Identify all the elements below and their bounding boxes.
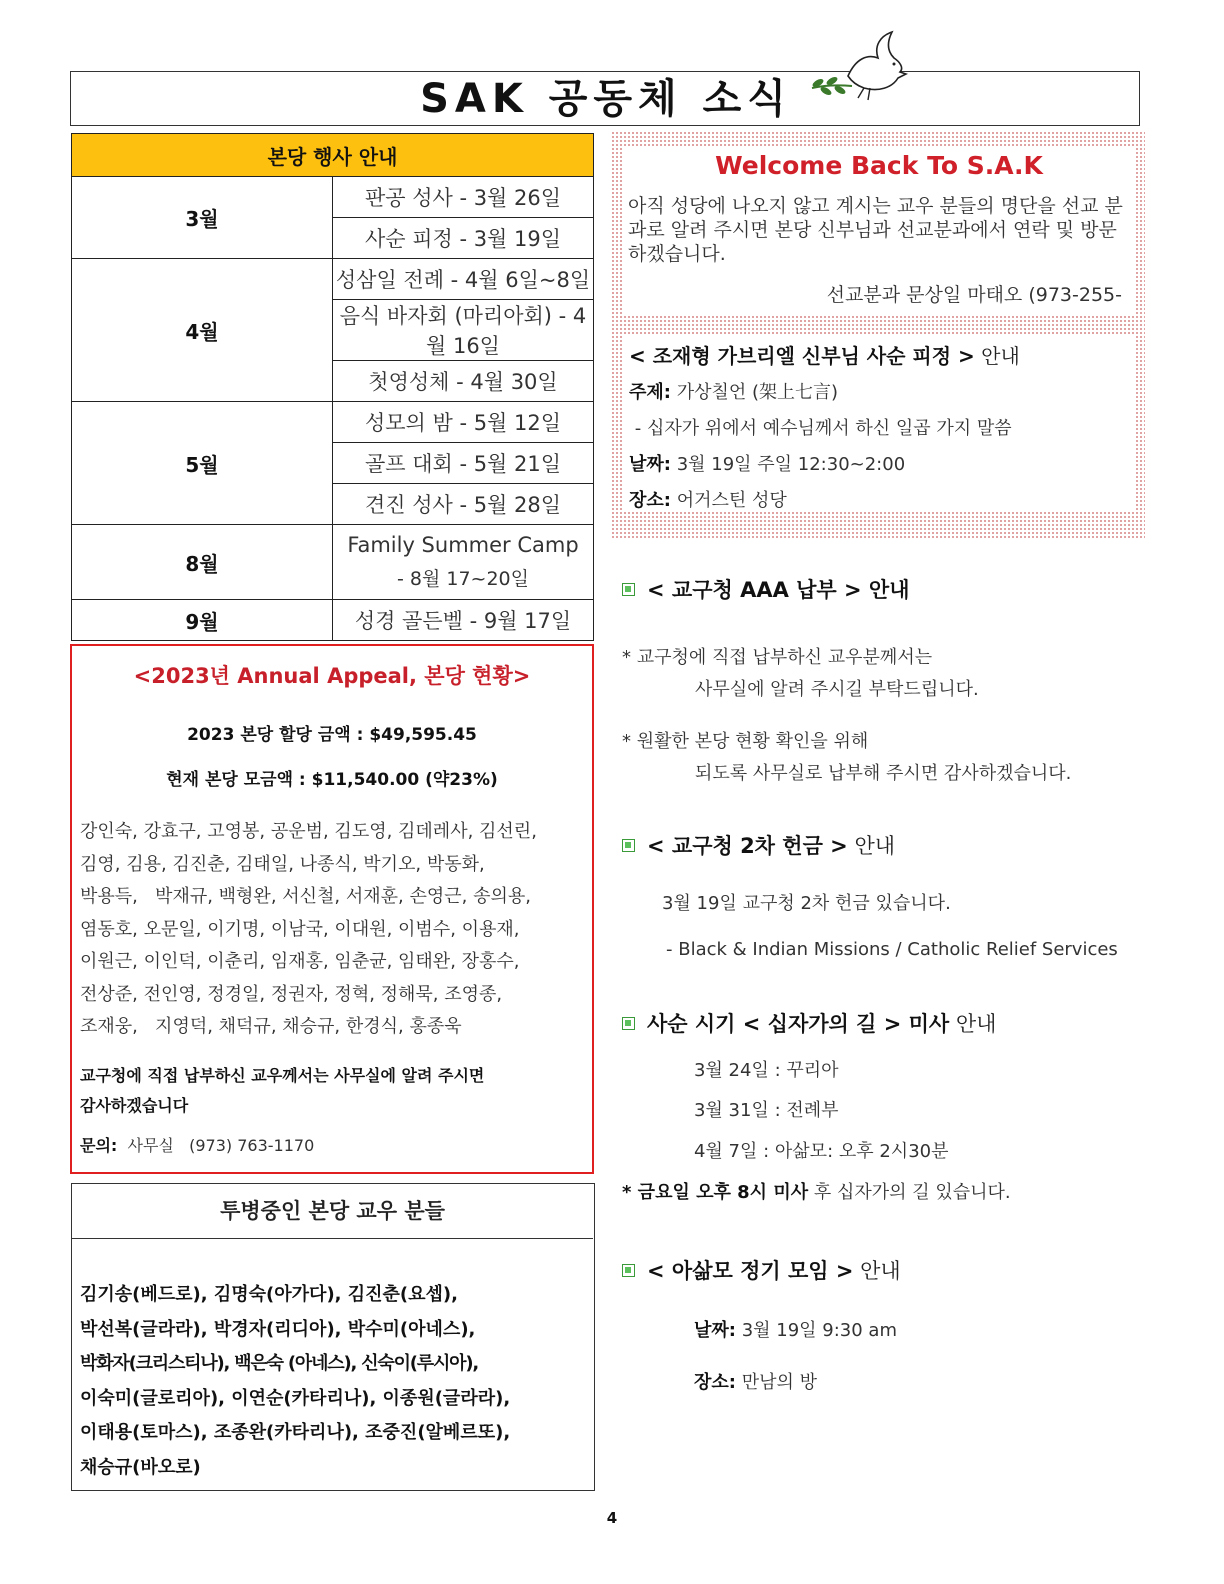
stations-item: 4월 7일 : 아삶모: 오후 2시30분 [694, 1141, 949, 1162]
month-april: 4월 [72, 259, 333, 402]
place-label: 장소: [629, 490, 671, 511]
month-september: 9월 [72, 600, 333, 641]
lecture-topic-sub: - 십자가 위에서 예수님께서 하신 일곱 가지 말씀 [629, 418, 1012, 439]
annual-appeal-box [70, 644, 594, 1174]
dove-with-olive-branch-icon [808, 28, 908, 108]
donor-names-line: 전상준, 전인영, 정경일, 정권자, 정혁, 정해묵, 조영종, [80, 983, 503, 1005]
welcome-title: Welcome Back To S.A.K [715, 151, 1043, 180]
event-item: 골프 대회 - 5월 21일 [333, 443, 594, 484]
donor-names-line: 조재웅, 지영덕, 채덕규, 채승규, 한경식, 홍종욱 [80, 1016, 462, 1037]
meeting-title-bold: < 아삶모 정기 모임 > [647, 1259, 854, 1283]
meeting-place [694, 1368, 817, 1394]
aaa-title-text: < 교구청 AAA 납부 > 안내 [647, 578, 910, 602]
appeal-goal: 2023 본당 할당 금액 : $49,595.45 [187, 725, 477, 745]
donor-names-line: 강인숙, 강효구, 고영봉, 공운범, 김도영, 김데레사, 김선린, [80, 821, 537, 842]
checkbox-bullet-icon [622, 583, 635, 596]
parish-events-table [71, 133, 594, 641]
event-item: 첫영성체 - 4월 30일 [333, 361, 594, 402]
event-item: 성경 골든벨 - 9월 17일 [333, 600, 594, 641]
second-collection-title [622, 830, 895, 860]
lecture-title-bold: < 조재형 가브리엘 신부님 사순 피정 > [629, 344, 975, 368]
meeting-date [694, 1316, 897, 1342]
contact-label: 문의: [80, 1136, 118, 1155]
aaa-line: 되도록 사무실로 납부해 주시면 감사하겠습니다. [695, 763, 1072, 784]
month-may: 5월 [72, 402, 333, 525]
meeting-place-label: 장소: [694, 1372, 736, 1393]
topic-label: 주제: [629, 382, 671, 403]
contact-value: 사무실 (973) 763-1170 [127, 1136, 315, 1155]
meeting-place-value: 만남의 방 [735, 1372, 817, 1393]
event-item: 성모의 밤 - 5월 12일 [333, 402, 594, 443]
aaa-notice-title [622, 574, 910, 604]
date-value: 3월 19일 주일 12:30~2:00 [670, 454, 906, 475]
page-title: SAK 공동체 소식 [420, 76, 792, 122]
donor-names-line: 김영, 김용, 김진춘, 김태일, 나종식, 박기오, 박동화, [80, 853, 485, 875]
stations-item: 3월 24일 : 꾸리아 [694, 1060, 839, 1081]
summer-camp-date: - 8월 17~20일 [396, 568, 529, 590]
lecture-topic [629, 378, 838, 404]
donor-names-line: 박용득, 박재규, 백형완, 서신철, 서재훈, 손영근, 송의용, [80, 886, 531, 907]
checkbox-bullet-icon [622, 839, 635, 852]
lecture-title [629, 340, 1020, 369]
stations-title [622, 1008, 996, 1038]
sick-list [80, 1278, 590, 1485]
lecture-place [629, 486, 787, 512]
appeal-note-line: 감사하겠습니다 [80, 1096, 189, 1115]
event-item: 음식 바자회 (마리아회) - 4월 16일 [333, 300, 594, 361]
sick-list-line: 이태용(토마스), 조종완(카타리나), 조중진(알베르또), [80, 1422, 511, 1443]
appeal-current: 현재 본당 모금액 : $11,540.00 (약23%) [166, 770, 498, 790]
stations-item: 3월 31일 : 전례부 [694, 1100, 839, 1121]
aaa-line: * 교구청에 직접 납부하신 교우분께서는 [622, 647, 933, 668]
lecture-date [629, 450, 905, 476]
event-item-summer-camp [333, 525, 594, 600]
month-august: 8월 [72, 525, 333, 600]
event-item: 판공 성사 - 3월 26일 [333, 177, 594, 218]
topic-value: 가상칠언 (架上七言) [670, 382, 839, 403]
stations-note [622, 1178, 1011, 1204]
checkbox-bullet-icon [622, 1264, 635, 1277]
second-title-rest: 안내 [847, 834, 896, 858]
stations-note-bold: * 금요일 오후 8시 미사 [622, 1182, 809, 1203]
event-item: 견진 성사 - 5월 28일 [333, 484, 594, 525]
second-title-bold: < 교구청 2차 헌금 > [647, 834, 848, 858]
stations-title-rest: 안내 [949, 1012, 997, 1036]
stations-note-rest: 후 십자가의 길 있습니다. [808, 1182, 1011, 1203]
newsletter-header [70, 71, 1140, 126]
second-collection-line: - Black & Indian Missions / Catholic Relief Services [666, 939, 1118, 960]
aaa-line: * 원활한 본당 현황 확인을 위해 [622, 731, 869, 752]
donor-names-line: 이원근, 이인덕, 이춘리, 임재홍, 임춘균, 임태완, 장홍수, [80, 951, 520, 972]
sick-list-line: 김기송(베드로), 김명숙(아가다), 김진춘(요셉), [80, 1284, 459, 1305]
summer-camp-name: Family Summer Camp [347, 533, 579, 557]
second-collection-line: 3월 19일 교구청 2차 헌금 있습니다. [662, 893, 951, 914]
appeal-note-line: 교구청에 직접 납부하신 교우께서는 사무실에 알려 주시면 [80, 1066, 485, 1085]
appeal-title: <2023년 Annual Appeal, 본당 현황> [133, 664, 531, 688]
appeal-contact [80, 1133, 314, 1156]
meeting-title-rest: 안내 [853, 1259, 901, 1283]
lecture-title-rest: 안내 [974, 344, 1020, 368]
sick-list-line: 박선복(글라라), 박경자(리디아), 박수미(아네스), [80, 1318, 476, 1340]
donor-names [80, 816, 595, 1044]
page-number: 4 [606, 1509, 618, 1527]
sick-list-line: 채승규(바오로) [80, 1456, 201, 1478]
meeting-date-label: 날짜: [694, 1320, 736, 1341]
sick-box-title: 투병중인 본당 교우 분들 [72, 1184, 593, 1239]
appeal-note [80, 1061, 585, 1121]
donor-names-line: 염동호, 오문일, 이기명, 이남국, 이대원, 이범수, 이용재, [80, 918, 520, 940]
date-label: 날짜: [629, 454, 671, 475]
meeting-date-value: 3월 19일 9:30 am [735, 1320, 897, 1341]
checkbox-bullet-icon [622, 1017, 635, 1030]
stations-title-bold: 사순 시기 < 십자가의 길 > 미사 [647, 1012, 950, 1036]
welcome-signature: 선교분과 문상일 마태오 (973-255- [826, 284, 1122, 306]
meeting-title [622, 1255, 901, 1285]
sick-parishioners-box [71, 1183, 595, 1491]
events-table-title: 본당 행사 안내 [72, 134, 594, 177]
welcome-body: 아직 성당에 나오지 않고 계시는 교우 분들의 명단을 선교 분과로 알려 주시면 본당 신부님과 선교분과에서 연락 및 방문하겠습니다. [628, 195, 1123, 265]
sick-list-line: 박화자(크리스티나), 백은숙 (아네스), 신숙이(루시아), [80, 1353, 479, 1374]
place-value: 어거스틴 성당 [670, 490, 787, 511]
sick-list-line: 이숙미(글로리아), 이연순(카타리나), 이종원(글라라), [80, 1387, 511, 1409]
month-march: 3월 [72, 177, 333, 259]
event-item: 성삼일 전례 - 4월 6일~8일 [333, 259, 594, 300]
aaa-line: 사무실에 알려 주시길 부탁드립니다. [695, 679, 979, 700]
event-item: 사순 피정 - 3월 19일 [333, 218, 594, 259]
